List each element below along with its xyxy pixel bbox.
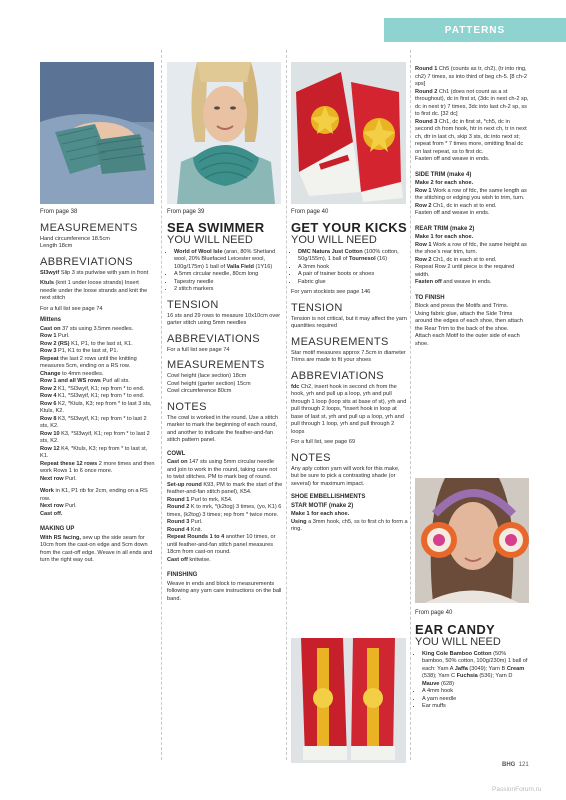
cowl-instructions (167, 459, 283, 564)
abbrev-entry: Sl3wyif Slip 3 sts purlwise with yarn in front (40, 269, 149, 276)
measurement-line: Cowl height (garter section) 15cm (167, 380, 251, 387)
row-instruction: Round 1 Purl to mrk, K54. (167, 496, 233, 503)
list-item: • A yarn needle (422, 696, 529, 704)
row-instruction: Row 1 Work a row of fdc, the same length as the stitching or edging you wish to trim, turn. (415, 187, 527, 201)
shoe-embellishments-heading: SHOE EMBELLISHMENTS (291, 494, 366, 500)
finishing-text: Weave in ends and block to measurements following any yarn care instructions on the ball band. (167, 580, 282, 602)
row-instruction: Cast on 37 sts using 3.5mm needles. (40, 325, 134, 332)
notes-heading: NOTES (291, 451, 331, 464)
row-instruction: Make 1 for each shoe. (415, 234, 474, 240)
row-instruction: Row 2 Ch1, dc in each st to end. (415, 256, 497, 263)
column-3 (291, 206, 408, 534)
row-instruction: Round 3 Purl. (167, 519, 203, 525)
pattern-title: GET YOUR KICKS (291, 219, 407, 235)
cowl-photo (167, 62, 281, 204)
from-page: From page 40 (415, 610, 453, 616)
row-instruction: Make 2 for each shoe. (415, 180, 474, 186)
abbreviations-heading: ABBREVIATIONS (291, 369, 385, 382)
row-instruction: Row 2 Ch1, dc in each st to end. (415, 202, 497, 209)
notes-text: The cowl is worked in the round. Use a stitch marker to mark the beginning of each round, and another to indicate the feather-and-fan stitch pattern panel. (167, 414, 278, 443)
rear-trim-heading: REAR TRIM (make 2) (415, 225, 475, 232)
column-4-lower (415, 607, 529, 714)
from-page: From page 40 (291, 209, 329, 215)
measurement-line: Length 18cm (40, 243, 73, 249)
row-instruction: Make 1 for each shoe. (291, 511, 350, 517)
list-item: • Fabric glue (298, 279, 408, 287)
row-instruction: Row 3 P1, K1 to the last st, P1. (40, 348, 119, 354)
list-item: • Ear muffs (422, 703, 529, 711)
abbreviations-heading: ABBREVIATIONS (40, 255, 134, 268)
row-instruction: Round 1 Ch5 (counts as tr, ch2), (tr into ring, ch2) 7 times, ss into third of beg ch-5. [8 ch-2 sps] (415, 66, 527, 87)
mittens-instructions (40, 326, 156, 519)
list-item: • A 4mm hook (422, 688, 529, 696)
row-instruction: Cast off. (40, 510, 63, 517)
section-tab (384, 18, 566, 42)
row-instruction: Set-up round K93, PM to mark the start of the feather-and-fan stitch panel), K54. (167, 481, 283, 495)
pattern-title: EAR CANDY (415, 621, 495, 637)
you-will-need-heading: YOU WILL NEED (167, 233, 253, 246)
finish-line: Block and press the Motifs and Trims. (415, 303, 509, 309)
notes-heading: NOTES (167, 400, 207, 413)
row-instruction: Row 1 and all WS rows Purl all sts. (40, 378, 130, 384)
row-instruction: Row 2 K1, *Sl3wyif, K1; rep from * to end. (40, 385, 145, 392)
magazine-brand: BHG (502, 762, 516, 768)
row-instruction: Row 10 K3, *Sl3wyif, K1; rep from * to last 2 sts, K2. (40, 430, 150, 444)
list-item: • 2 stitch markers (174, 286, 283, 294)
you-will-need-heading: YOU WILL NEED (291, 233, 377, 246)
row-instruction: Round 2 Ch1 (does not count as a st throughout), dc in first st, (3dc in next ch-2 sp, dc in next tr) 7 times, 3dc into last ch-2 sp, ss to first dc. [32 dc] (415, 88, 529, 117)
side-trim-instructions (415, 180, 529, 218)
row-instruction: Repeat the last 2 rows until the knitting measures 5cm, ending on a RS row. (40, 355, 137, 369)
finishing-heading: FINISHING (167, 572, 198, 578)
row-instruction: Next row Purl. (40, 475, 77, 482)
row-instruction: Round 2 K to mrk, *(k2tog) 3 times, (yo, K1) 6 times, (k2tog) 3 times; rep from * twice more. (167, 504, 282, 518)
measurement-line: Hand circumference 18.5cm (40, 235, 110, 242)
from-page: From page 39 (167, 209, 205, 215)
measurement-line: Cowl height (lace section) 18cm (167, 373, 247, 379)
list-item: • A 3mm hook (298, 264, 408, 272)
list-item: • DMC Natura Just Cotton (100% cotton, 50g/155m), 1 ball of Tournesol (16) (298, 249, 408, 264)
mittens-heading: Mittens (40, 317, 61, 323)
row-instruction: Using a 3mm hook, ch5, ss to first ch to form a ring. (291, 518, 408, 532)
list-item: • A 5mm circular needle, 80cm long (174, 271, 283, 279)
column-divider (410, 50, 411, 760)
finish-line: Attach each Motif to the outer side of each shoe. (415, 333, 520, 347)
abbrev-ref: For a full list, see page 69 (291, 439, 356, 445)
section-label: PATTERNS (444, 24, 506, 36)
row-instruction: Next row Purl. (40, 503, 77, 509)
row-instruction: Row 12 K4, *Ktuls, K3; rep from * to last st, K1. (40, 445, 148, 459)
making-up-heading: MAKING UP (40, 526, 75, 532)
watermark: PassionForum.ru (492, 786, 542, 793)
star-motif-heading: STAR MOTIF (make 2) (291, 502, 354, 509)
notes-text: Any aply cotton yarn will work for this make, but be sure to pick a contrasting shade (or several) for maximum impact. (291, 465, 400, 487)
measurements-heading: MEASUREMENTS (40, 221, 138, 234)
column-4 (415, 66, 529, 348)
list-item: • World of Wool Isle (aran, 80% Shetland wool, 20% Bluefaced Leicester wool, 100g/175m) 1 ball of Valla Field (1Y16) (174, 249, 283, 272)
trainers-back-photo (291, 638, 406, 763)
tension-heading: TENSION (291, 301, 343, 314)
measurement-line: Star motif measures approx 7.5cm in diameter (291, 349, 406, 356)
row-instruction: Repeat Row 2 until piece is the required width. (415, 264, 515, 278)
page-number: 121 (518, 762, 529, 768)
tension-text: Tension is not critical, but it may affect the yarn quantities required (291, 315, 407, 329)
list-item: • King Cole Bamboo Cotton (50% bamboo, 50% cotton, 100g/230m) 1 ball of each: Yarn A Jaffa (3049); Yarn B Cream (538); Yarn C Fuchsia (536); Yarn D Mauve (628) (422, 651, 529, 689)
row-instruction: Round 4 Knit. (167, 526, 203, 533)
cowl-heading: COWL (167, 450, 186, 457)
row-instruction: Round 3 Ch1, dc in first st, *ch5, dc in second ch from hook, htr in next ch, tr in next ch, dtr in last ch, skip 3 sts, dc into next st; repeat from * 7 times more, omitting final dc on last repeat, ss to first dc. (415, 118, 527, 155)
measurements-heading: MEASUREMENTS (291, 335, 389, 348)
mittens-photo (40, 62, 154, 204)
side-trim-heading: SIDE TRIM (make 4) (415, 171, 472, 178)
row-instruction: Repeat these 12 rows 2 more times and then work Rows 1 to 6 once more. (40, 460, 155, 474)
column-2 (167, 206, 283, 606)
materials-list (167, 249, 283, 294)
abbrev-entry: fdc Ch2, insert hook in second ch from the hook, yrh and pull up a loop, yrh and pull through 1 loop (loop sits at base of st), yrh and pull through 2 loops, *insert hook in loop at base of last st, yrh and pull up a loop, yrh and pull through 1 loop, yrh and pull through 2 loops (291, 383, 407, 435)
page-footer (502, 762, 529, 768)
column-divider (286, 50, 287, 760)
finish-line: Using fabric glue, attach the Side Trims around the edges of each shoe, then attach the Rear Trim to the back of the shoe. (415, 310, 523, 332)
from-page: From page 38 (40, 209, 78, 215)
pattern-title: SEA SWIMMER (167, 219, 265, 235)
abbrev-ref: For a full list see page 74 (40, 305, 103, 312)
measurement-line: Cowl circumference 80cm (167, 388, 232, 394)
row-instruction: Row 2 (RS) K1, P1, to the last st, K1. (40, 340, 133, 347)
abbreviations-heading: ABBREVIATIONS (167, 332, 261, 345)
stockists-ref: For yarn stockists see page 146 (291, 289, 371, 295)
rear-trim-instructions (415, 234, 529, 287)
list-item: • A pair of trainer boots or shoes (298, 271, 408, 279)
row-instruction: Repeat Rounds 1 to 4 another 10 times, or until feather-and-fan stitch panel measures 18cm from cast-on round. (167, 534, 276, 555)
materials-list (291, 249, 408, 287)
round-instructions (415, 66, 529, 164)
column-divider (161, 50, 162, 760)
tension-heading: TENSION (167, 298, 219, 311)
row-instruction: Cast off knitwise. (167, 556, 211, 563)
row-instruction: Change to 4mm needles. (40, 370, 104, 377)
tension-text: 16 sts and 29 rows to measure 10x10cm over garter stitch using 5mm needles (167, 312, 281, 326)
row-instruction: Row 4 K1, *Sl3wyif, K1; rep from * to end. (40, 393, 145, 399)
you-will-need-heading: YOU WILL NEED (415, 635, 501, 648)
row-instruction: Fasten off and weave in ends. (415, 279, 492, 285)
abbrev-entry: Ktuls (knit 1 under loose strands) Insert needle under the loose strands and knit the next stitch (40, 280, 148, 301)
making-up-text: With RS facing, sew up the side seam for 10cm from the cast-on edge and 5cm down from the cast-off edge. Weave in all ends and turn the right way out. (40, 534, 153, 563)
measurements-heading: MEASUREMENTS (167, 359, 265, 371)
row-instruction: Fasten off and weave in ends. (415, 210, 490, 216)
row-instruction: Row 6 K2, *Ktuls, K3; rep from * to last 3 sts, Ktuls, K2. (40, 400, 152, 414)
row-instruction: Row 1 Work a row of fdc, the same height as the shoe’s rear trim, turn. (415, 241, 527, 255)
materials-list (415, 651, 529, 711)
column-1 (40, 206, 156, 568)
row-instruction: Row 8 K3, *Sl3wyif, K1; rep from * to last 2 sts, K2. (40, 415, 147, 429)
row-instruction: Cast on 147 sts using 5mm circular needle and join to work in the round, taking care not to twist stitches. PM to mark beg of round. (167, 459, 278, 480)
abbrev-ref: For a full list see page 74 (167, 346, 230, 353)
ear-muffs-photo (415, 478, 529, 603)
list-item: • Tapestry needle (174, 279, 283, 287)
row-instruction: Work in K1, P1 rib for 2cm, ending on a RS row. (40, 488, 148, 502)
row-instruction: Fasten off and weave in ends. (415, 156, 490, 162)
to-finish-heading: TO FINISH (415, 294, 445, 301)
trainers-photo (291, 62, 406, 204)
row-instruction: Row 1 Purl. (40, 333, 70, 339)
measurement-line: Trims are made to fit your shoes (291, 357, 371, 363)
